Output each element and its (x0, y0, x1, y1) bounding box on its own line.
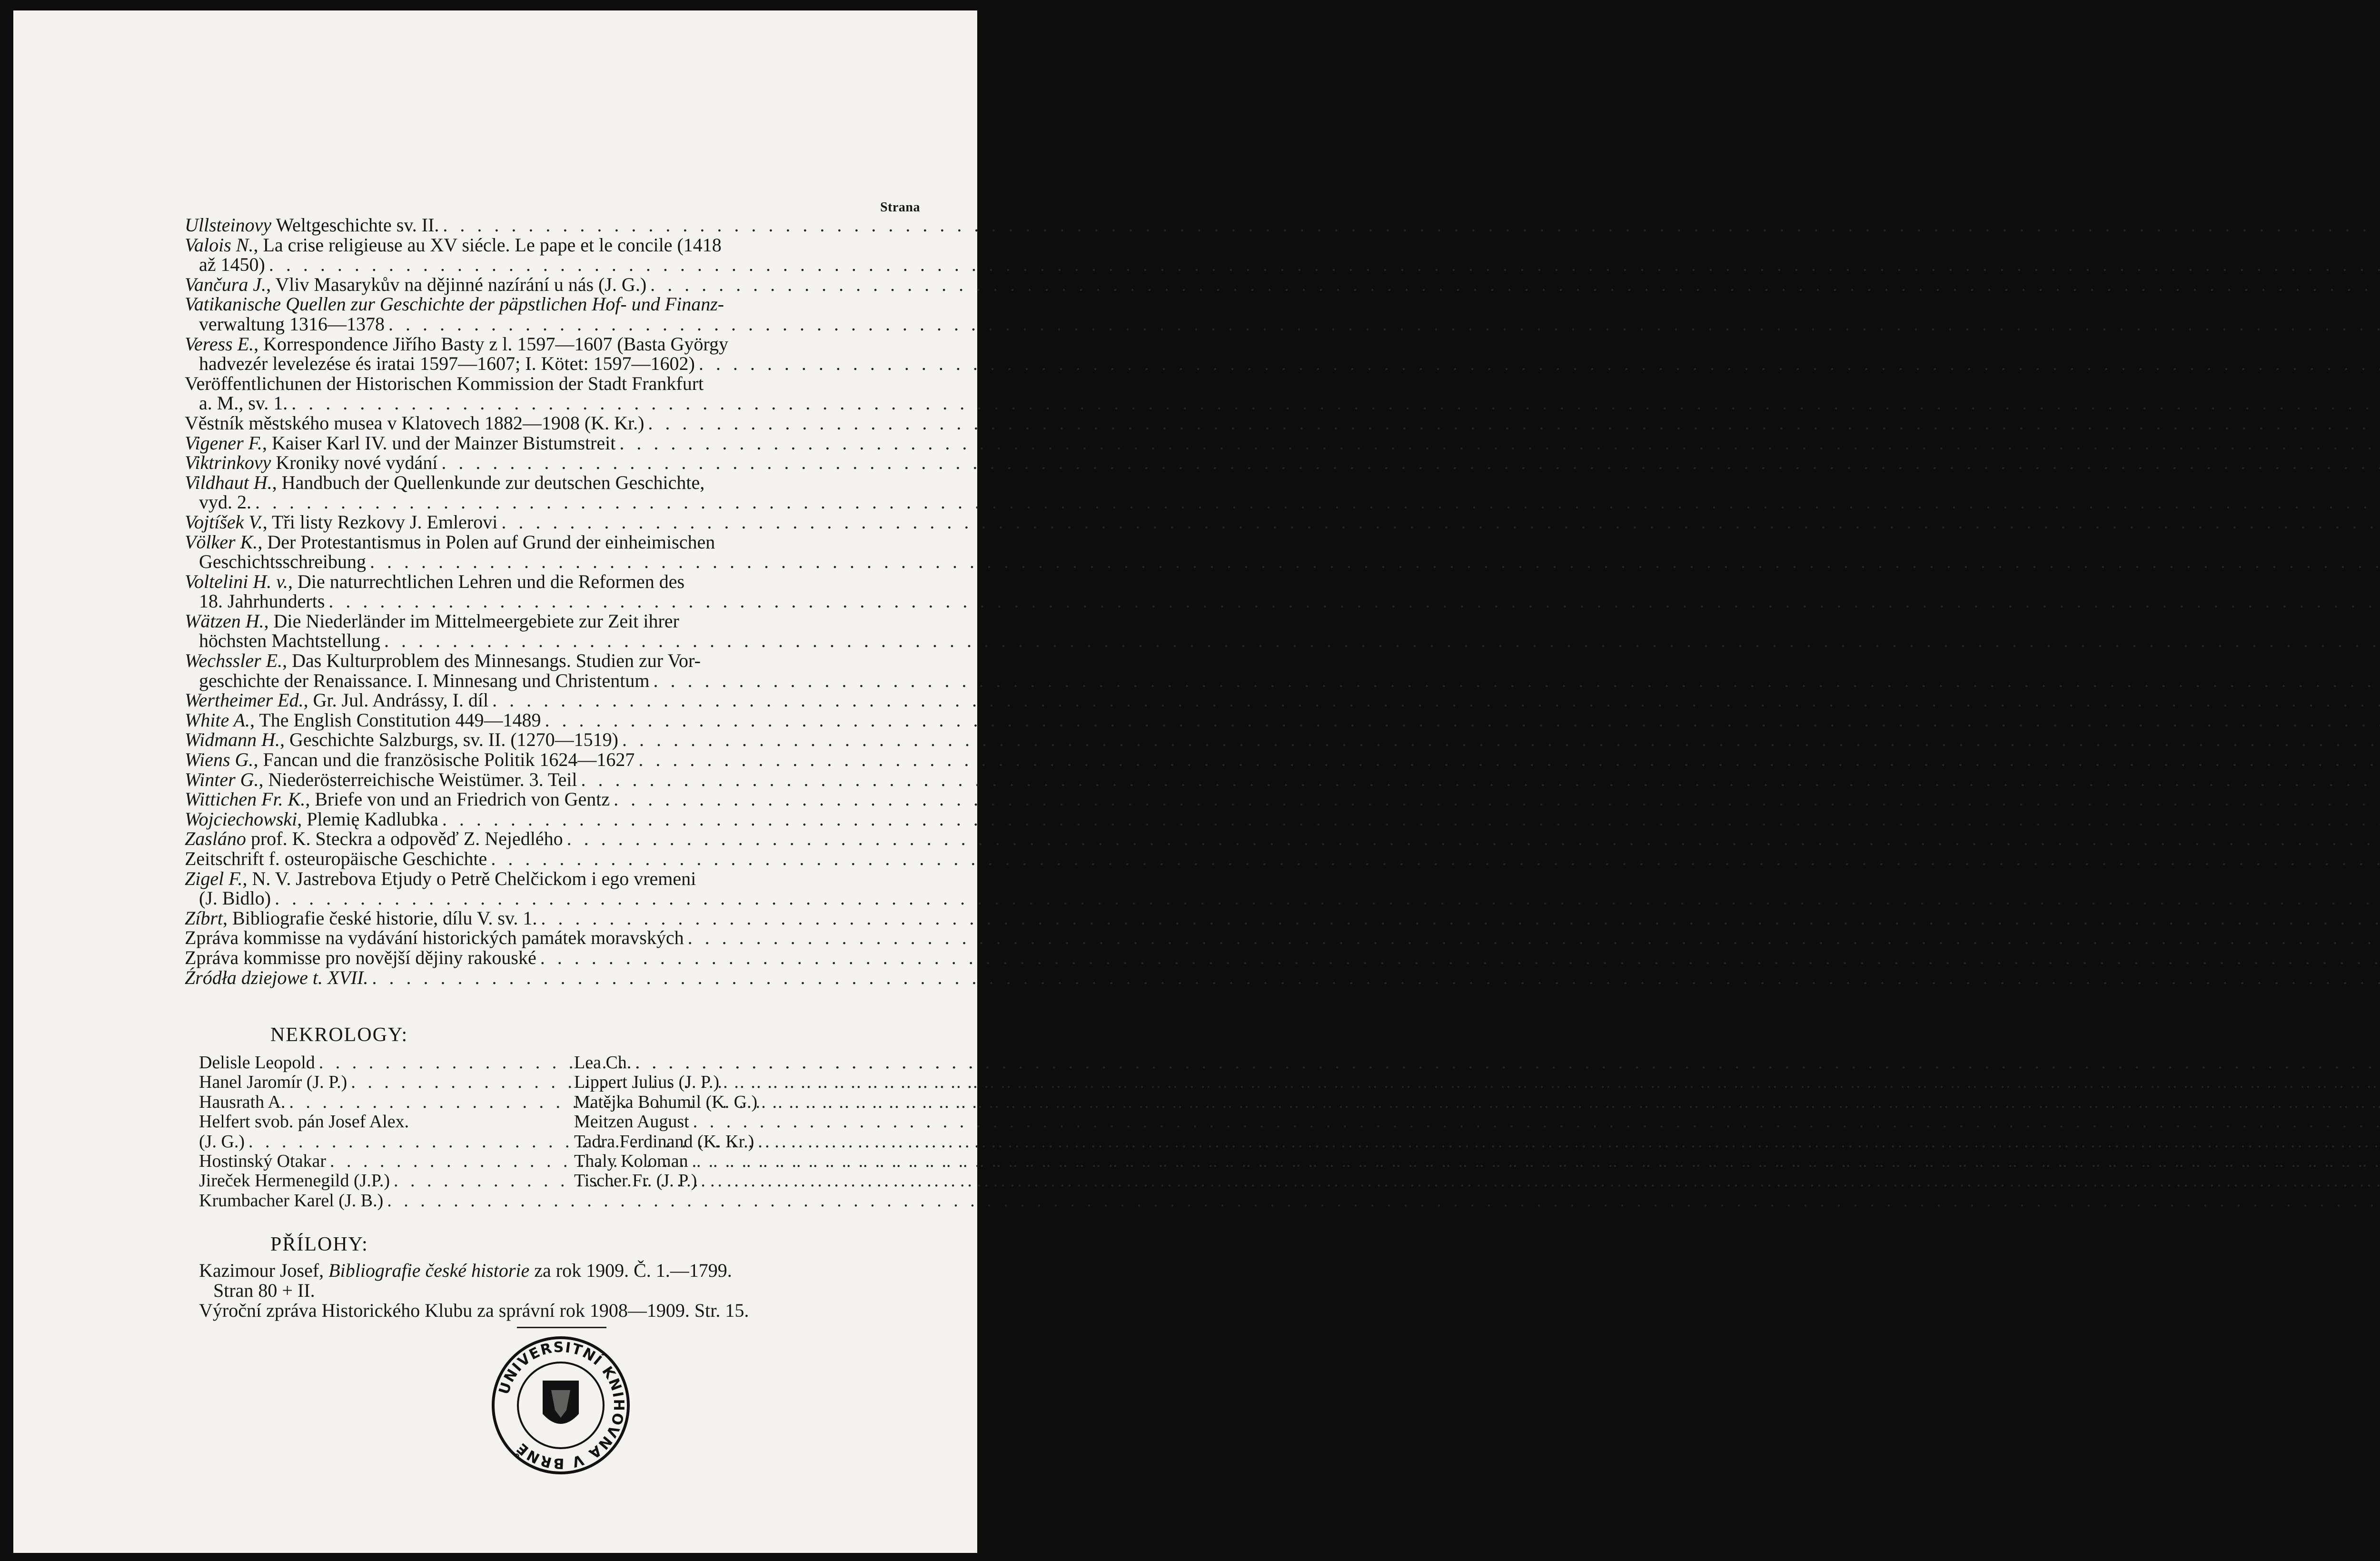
index-entry (185, 928, 916, 948)
index-entry (185, 770, 916, 790)
dot-leader (619, 433, 2380, 453)
index-entry (185, 532, 916, 572)
index-entry (185, 968, 916, 988)
index-entry-text (185, 433, 615, 453)
dot-leader (540, 948, 2380, 968)
index-entry-line (185, 908, 916, 928)
index-entry-author: White A. (185, 709, 250, 731)
nekrology-heading: NEKROLOGY: (270, 1024, 408, 1046)
index-entry (185, 433, 916, 453)
index-entry-title: , Briefe von und an Friedrich von Gentz (305, 788, 610, 810)
nekrology-entry-name: Tischer Fr. (J. P.) (574, 1171, 697, 1191)
index-entry-author: Wertheimer Ed. (185, 689, 304, 711)
index-entry-title: Kroniky nové vydání (271, 452, 438, 474)
nekrology-entry-name: Thaly Koloman (574, 1151, 688, 1172)
index-entry-line (185, 770, 916, 790)
index-entry-title: , Handbuch der Quellenkunde zur deutschen Geschichte, (272, 471, 705, 493)
index-entry-line (185, 473, 916, 493)
index-entry-title: , Fancan und die französische Politik 1624—1627 (253, 749, 635, 771)
dot-leader (692, 1152, 2380, 1171)
dot-leader (269, 255, 2380, 275)
index-entry-text (185, 571, 684, 592)
nekrology-entry (574, 1112, 919, 1132)
index-entry-author: Wiens G. (185, 749, 254, 771)
index-entry-text (185, 948, 536, 968)
nekrology-entry (199, 1073, 546, 1092)
index-entry (185, 849, 916, 869)
index-entry (185, 710, 916, 730)
index-entry-continuation-text: geschichte der Renaissance. I. Minnesang und Christentum (199, 669, 650, 691)
dot-leader (581, 770, 2380, 790)
index-entry-continuation (185, 671, 916, 691)
index-entry-continuation (185, 492, 916, 512)
index-entry-line (185, 730, 916, 750)
nekrology-entry-name: Lea Ch. (574, 1053, 632, 1073)
index-entry-title: , The English Constitution 449—1489 (250, 709, 541, 731)
index-entry-continuation (185, 393, 916, 413)
index-entry-author: Valois N. (185, 234, 254, 256)
index-entry-title: , Kaiser Karl IV. und der Mainzer Bistumstreit (262, 432, 616, 454)
index-entry-text (185, 770, 577, 790)
index-entry-title: , N. V. Jastrebova Etjudy o Petrě Chelčickom i ego vremeni (242, 867, 696, 889)
dot-leader (622, 730, 2380, 750)
closing-rule (517, 1327, 606, 1328)
index-entry (185, 334, 916, 374)
index-entry-author: Źródła dziejowe t. XVII. (185, 966, 368, 988)
index-entry-line (185, 334, 916, 354)
nekrology-entry-name: Lippert Julius (J. P.) (574, 1072, 720, 1093)
index-entry-continuation-text: až 1450) (199, 254, 265, 276)
index-entry-author: Winter G. (185, 768, 259, 790)
index-entry-title: , Plemię Kadlubka (297, 808, 438, 830)
dot-leader (653, 671, 2380, 691)
document-page (13, 10, 977, 1553)
dot-leader (635, 1053, 2380, 1073)
nekrology-entry (199, 1093, 546, 1112)
index-entry-line (185, 235, 916, 255)
index-entry-author: Wittichen Fr. K. (185, 788, 306, 810)
index-entry-text (185, 868, 696, 889)
nekrology-entry (199, 1191, 546, 1211)
index-entry (185, 453, 916, 473)
nekrology-entry (199, 1152, 546, 1171)
index-entry-line (185, 948, 916, 968)
dot-leader (650, 275, 2380, 295)
prilohy-entry-author: Kazimour Josef, (199, 1260, 329, 1281)
prilohy-list (199, 1261, 918, 1321)
index-entry-continuation (185, 314, 916, 334)
index-entry (185, 651, 916, 690)
index-entry-text (185, 829, 563, 849)
index-entry (185, 235, 916, 275)
index-entry-title: Věstník městského musea v Klatovech 1882—1908 (K. Kr.) (185, 412, 645, 434)
index-entry-text (185, 333, 728, 355)
prilohy-entry-title: Bibliografie české historie (328, 1260, 530, 1281)
dot-leader (567, 829, 2380, 849)
index-entry-continuation-text: verwaltung 1316—1378 (199, 313, 385, 335)
nekrology-entry (574, 1093, 919, 1112)
nekrology-entry-name: Hanel Jaromír (J. P.) (199, 1072, 347, 1093)
dot-leader (545, 710, 2380, 730)
index-entry-author: Völker K. (185, 531, 258, 553)
index-entry-title: Weltgeschichte sv. II. (271, 214, 439, 236)
index-entry-continuation (185, 255, 916, 275)
index-entry-title: , Geschichte Salzburgs, sv. II. (1270—1519) (280, 729, 618, 751)
index-entry (185, 215, 916, 235)
dot-leader (372, 968, 2380, 988)
dot-leader (384, 631, 2380, 651)
dot-leader (275, 888, 2380, 908)
nekrology-entry (199, 1171, 546, 1191)
index-entry-continuation-text: (J. Bidlo) (199, 887, 271, 909)
nekrology-entry-name: Krumbacher Karel (J. B.) (199, 1190, 384, 1211)
index-entry-title: Zpráva kommisse na vydávání historických památek moravských (185, 927, 684, 949)
index-entry-line (185, 710, 916, 730)
nekrology-left-column (199, 1053, 546, 1211)
index-entry-line (185, 750, 916, 770)
dot-leader (758, 1132, 2380, 1152)
index-entry-line (185, 433, 916, 453)
library-stamp (489, 1334, 632, 1477)
index-entry (185, 512, 916, 532)
index-entry-author: Widmann H. (185, 729, 280, 751)
dot-leader (614, 789, 2380, 809)
dot-leader (492, 690, 2380, 710)
nekrology-entry (199, 1053, 546, 1073)
index-entry-line (185, 611, 916, 631)
nekrology-entry-name: Hostinský Otakar (199, 1151, 327, 1172)
index-entry-text (185, 413, 644, 433)
index-entry-author: Zasláno (185, 828, 246, 850)
nekrology-entry (199, 1132, 546, 1152)
index-entry-title: , Niederösterreichische Weistümer. 3. Teil (258, 768, 577, 790)
index-entry (185, 690, 916, 710)
index-entry (185, 789, 916, 809)
index-entry-line (185, 809, 916, 829)
index-entry-author: Vigener F. (185, 432, 262, 454)
index-entry-text (185, 690, 488, 710)
index-entry (185, 869, 916, 908)
index-entry-text (185, 610, 679, 632)
dot-leader (648, 413, 2380, 433)
index-entry-line (185, 789, 916, 809)
index-list (185, 215, 916, 987)
index-entry-continuation (185, 354, 916, 374)
nekrology-entry (199, 1112, 546, 1132)
index-entry-continuation (185, 552, 916, 572)
index-entry-title: , Vliv Masarykův na dějinné nazírání u nás (J. G.) (266, 273, 647, 295)
dot-leader (699, 354, 2380, 374)
index-entry-text (185, 968, 368, 988)
dot-leader (255, 492, 2380, 512)
index-entry (185, 611, 916, 651)
index-entry-line (185, 690, 916, 710)
nekrology-entry-name: Tadra Ferdinand (K. Kr.) (574, 1131, 754, 1152)
index-entry-text (185, 710, 541, 730)
index-entry-text (185, 453, 437, 473)
column-header-strana: Strana (880, 200, 920, 215)
index-entry-title: , Der Protestantismus in Polen auf Grund der einheimischen (258, 531, 715, 553)
index-entry (185, 374, 916, 413)
nekrology-entry (574, 1171, 919, 1191)
dot-leader (291, 393, 2380, 413)
index-entry-text (185, 373, 704, 394)
index-entry-text (185, 849, 487, 869)
index-entry-continuation-text: hadvezér levelezése és iratai 1597—1607; I. Kötet: 1597—1602) (199, 353, 695, 375)
index-entry (185, 829, 916, 849)
index-entry (185, 750, 916, 770)
index-entry-author: Vančura J. (185, 273, 267, 295)
index-entry (185, 809, 916, 829)
dot-leader (638, 750, 2380, 770)
index-entry-author: Vojtíšek V. (185, 511, 263, 533)
index-entry-line (185, 512, 916, 532)
index-entry-text (185, 730, 618, 750)
index-entry (185, 473, 916, 512)
index-entry-line (185, 869, 916, 889)
index-entry-text (185, 750, 635, 770)
index-entry-continuation (185, 888, 916, 908)
index-entry-line (185, 849, 916, 869)
index-entry-title: Zeitschrift f. osteuropäische Geschichte (185, 848, 487, 869)
index-entry-continuation (185, 591, 916, 611)
index-entry-author: Zigel F. (185, 867, 243, 889)
index-entry-title: Zpráva kommisse pro novější dějiny rakouské (185, 946, 536, 968)
stamp-text: UNIVERSITNÍ KNIHOVNA V BRNĚ (496, 1339, 627, 1472)
index-entry-line (185, 928, 916, 948)
index-entry-text (185, 293, 724, 315)
nekrology-entry (574, 1152, 919, 1171)
index-entry-title: , Bibliografie české historie, dílu V. sv. 1. (223, 907, 537, 929)
dot-leader (723, 1073, 2380, 1092)
prilohy-entry-detail: za rok 1909. Č. 1.—1799. (529, 1260, 732, 1281)
index-entry-title: , Tři listy Rezkovy J. Emlerovi (262, 511, 498, 533)
index-entry (185, 275, 916, 295)
dot-leader (541, 908, 2380, 928)
index-entry (185, 908, 916, 928)
index-entry-continuation-text: 18. Jahrhunderts (199, 590, 325, 612)
nekrology-entry (574, 1132, 919, 1152)
prilohy-entry (199, 1261, 918, 1281)
nekrology-entry (574, 1073, 919, 1092)
index-entry (185, 948, 916, 968)
index-entry-line (185, 453, 916, 473)
nekrology-entry (574, 1053, 919, 1073)
dot-leader (442, 809, 2380, 829)
index-entry-continuation-text: vyd. 2. (199, 491, 251, 513)
index-entry-title: , Die Niederländer im Mittelmeergebiete zur Zeit ihrer (264, 610, 679, 632)
dot-leader (387, 1191, 2380, 1211)
index-entry (185, 413, 916, 433)
dot-leader (491, 849, 2380, 869)
index-entry-line (185, 374, 916, 394)
index-entry-author: Vatikanische Quellen zur Geschichte der päpstlichen Hof- und Finanz- (185, 293, 724, 315)
index-entry-text (185, 650, 701, 671)
index-entry-text (185, 531, 715, 553)
index-entry-text (185, 275, 646, 295)
prilohy-heading: PŘÍLOHY: (270, 1233, 368, 1255)
index-entry-text (185, 215, 439, 235)
index-entry-continuation (185, 631, 916, 651)
index-entry-title: , Das Kulturproblem des Minnesangs. Studien zur Vor- (282, 650, 701, 672)
index-entry-line (185, 968, 916, 988)
index-entry-author: Wechssler E. (185, 650, 283, 672)
dot-leader (688, 928, 2380, 948)
prilohy-entry: Výroční zpráva Historického Klubu za správní rok 1908—1909. Str. 15. (199, 1300, 749, 1321)
index-entry (185, 730, 916, 750)
index-entry-continuation-text: Geschichtsschreibung (199, 551, 367, 573)
nekrology-right-column (574, 1053, 919, 1191)
index-entry-author: Wojciechowski (185, 808, 298, 830)
index-entry (185, 294, 916, 334)
index-entry-line (185, 651, 916, 671)
index-entry-title: , Gr. Jul. Andrássy, I. díl (303, 689, 489, 711)
nekrology-entry-name: Helfert svob. pán Josef Alex. (199, 1112, 409, 1132)
index-entry-author: Viktrinkovy (185, 452, 271, 474)
nekrology-entry-name: Meitzen August (574, 1112, 689, 1132)
dot-leader (693, 1112, 2380, 1132)
nekrology-entry-name: Hausrath A. (199, 1092, 286, 1112)
index-entry-text (185, 809, 438, 829)
index-entry-author: Ullsteinovy (185, 214, 272, 236)
index-entry-line (185, 413, 916, 433)
dot-leader (761, 1093, 2380, 1112)
dot-leader (388, 314, 2380, 334)
prilohy-entry-continuation: Stran 80 + II. (213, 1280, 315, 1301)
index-entry-text (185, 472, 704, 493)
stamp-emblem-icon (543, 1381, 579, 1424)
index-entry-title: , Die naturrechtlichen Lehren und die Reformen des (288, 570, 685, 592)
nekrology-entry-name: Jireček Hermenegild (J.P.) (199, 1171, 390, 1191)
index-entry (185, 572, 916, 611)
index-entry-title: , La crise religieuse au XV siécle. Le pape et le concile (1418 (253, 234, 722, 256)
nekrology-entry-name: Delisle Leopold (199, 1053, 315, 1073)
index-entry-text (185, 512, 497, 532)
dot-leader (501, 512, 2380, 532)
nekrology-entry-name: (J. G.) (199, 1131, 245, 1152)
dot-leader (328, 591, 2380, 611)
index-entry-author: Zíbrt (185, 907, 223, 929)
nekrology-entry-name: Matějka Bohumil (K. G.) (574, 1092, 758, 1112)
index-entry-line (185, 215, 916, 235)
index-entry-author: Veress E. (185, 333, 254, 355)
index-entry-line (185, 294, 916, 314)
index-entry-title: , Korrespondence Jiřího Basty z l. 1597—1607 (Basta György (254, 333, 729, 355)
dot-leader (443, 215, 2380, 235)
index-entry-text (185, 789, 610, 809)
index-entry-text (185, 908, 537, 928)
index-entry-author: Voltelini H. v. (185, 570, 288, 592)
index-entry-author: Vildhaut H. (185, 471, 272, 493)
index-entry-title: prof. K. Steckra a odpověď Z. Nejedlého (246, 828, 563, 850)
index-entry-line (185, 829, 916, 849)
index-entry-continuation-text: a. M., sv. 1. (199, 392, 288, 414)
index-entry-text (185, 234, 722, 256)
index-entry-line (185, 275, 916, 295)
index-entry-continuation-text: höchsten Machtstellung (199, 630, 381, 652)
dot-leader (441, 453, 2380, 473)
index-entry-author: Wätzen H. (185, 610, 264, 632)
index-entry-title: Veröffentlichunen der Historischen Kommission der Stadt Frankfurt (185, 372, 704, 394)
index-entry-line (185, 572, 916, 592)
index-entry-text (185, 928, 684, 948)
index-entry-line (185, 532, 916, 552)
dot-leader (370, 552, 2380, 572)
dot-leader (701, 1171, 2380, 1191)
